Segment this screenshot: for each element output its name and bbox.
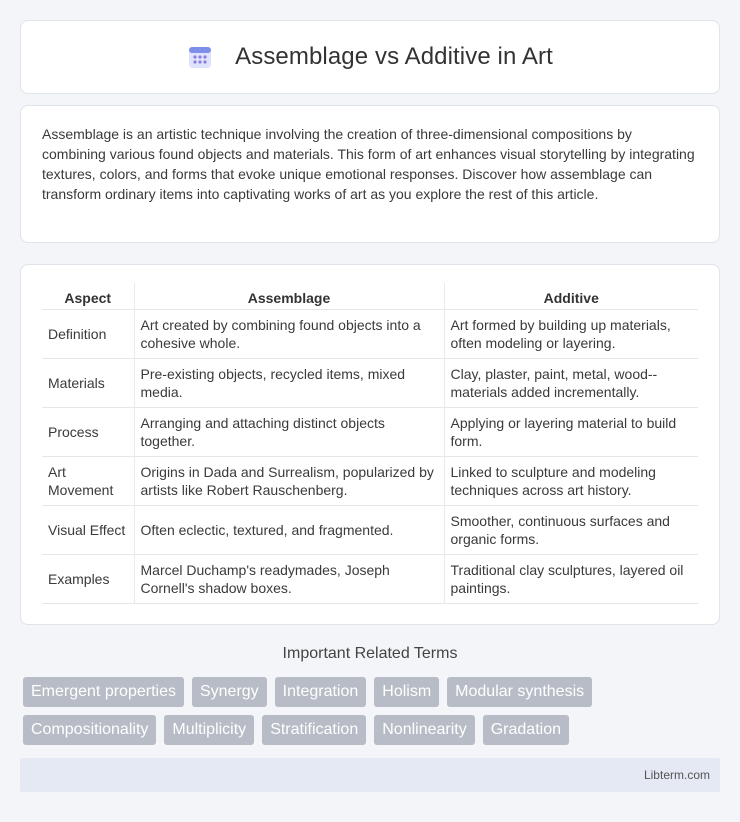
row-additive: Traditional clay sculptures, layered oil paintings. (444, 554, 698, 603)
table-row (42, 407, 698, 456)
header-card (20, 20, 720, 94)
table-row (42, 309, 698, 358)
row-aspect: Examples (42, 554, 134, 603)
table-row (42, 456, 698, 505)
related-term-tag[interactable]: Synergy (192, 677, 267, 707)
row-aspect: Art Movement (42, 456, 134, 505)
related-terms-title: Important Related Terms (282, 645, 458, 662)
row-assemblage: Arranging and attaching distinct objects together. (134, 407, 444, 456)
row-assemblage: Often eclectic, textured, and fragmented. (134, 505, 444, 554)
footer-brand[interactable]: Libterm.com (643, 768, 710, 782)
table-row (42, 358, 698, 407)
title-wrap (187, 43, 553, 71)
header-aspect: Aspect (64, 289, 112, 306)
header-additive: Additive (444, 283, 698, 309)
related-term-tag[interactable]: Compositionality (23, 715, 156, 745)
row-assemblage: Origins in Dada and Surrealism, popularized by artists like Robert Rauschenberg. (134, 456, 444, 505)
row-additive: Art formed by building up materials, often modeling or layering. (444, 309, 698, 358)
footer (20, 758, 720, 792)
related-terms-list (23, 677, 723, 745)
row-aspect: Materials (42, 358, 134, 407)
row-additive: Clay, plaster, paint, metal, wood--materials added incrementally. (444, 358, 698, 407)
related-term-tag[interactable]: Nonlinearity (374, 715, 474, 745)
comparison-table (42, 283, 698, 604)
intro-text: Assemblage is an artistic technique involving the creation of three-dimensional compositions by combining various found objects and materials. This form of art enhances visual storytelling by integrating textures, colors, and forms that evoke unique emotional responses. Discover how assemblage can transform ordinary items into captivating works of art as you explore the rest of this article. (42, 126, 695, 202)
table-header-row (42, 283, 698, 309)
row-additive: Linked to sculpture and modeling techniques across art history. (444, 456, 698, 505)
row-assemblage: Art created by combining found objects into a cohesive whole. (134, 309, 444, 358)
related-term-tag[interactable]: Integration (275, 677, 367, 707)
related-term-tag[interactable]: Holism (374, 677, 439, 707)
related-term-tag[interactable]: Gradation (483, 715, 569, 745)
row-assemblage: Pre-existing objects, recycled items, mixed media. (134, 358, 444, 407)
page-title: Assemblage vs Additive in Art (235, 43, 553, 70)
row-aspect: Definition (42, 309, 134, 358)
related-term-tag[interactable]: Multiplicity (164, 715, 254, 745)
related-term-tag[interactable]: Modular synthesis (447, 677, 592, 707)
table-row (42, 505, 698, 554)
calendar-icon (187, 44, 213, 70)
related-term-tag[interactable]: Emergent properties (23, 677, 184, 707)
table-row (42, 554, 698, 603)
related-term-tag[interactable]: Stratification (262, 715, 366, 745)
row-additive: Smoother, continuous surfaces and organic forms. (444, 505, 698, 554)
row-assemblage: Marcel Duchamp's readymades, Joseph Cornell's shadow boxes. (134, 554, 444, 603)
row-aspect: Process (42, 407, 134, 456)
comparison-card (20, 264, 720, 625)
row-aspect: Visual Effect (42, 505, 134, 554)
header-assemblage: Assemblage (134, 283, 444, 309)
row-additive: Applying or layering material to build form. (444, 407, 698, 456)
intro-card (20, 105, 720, 243)
